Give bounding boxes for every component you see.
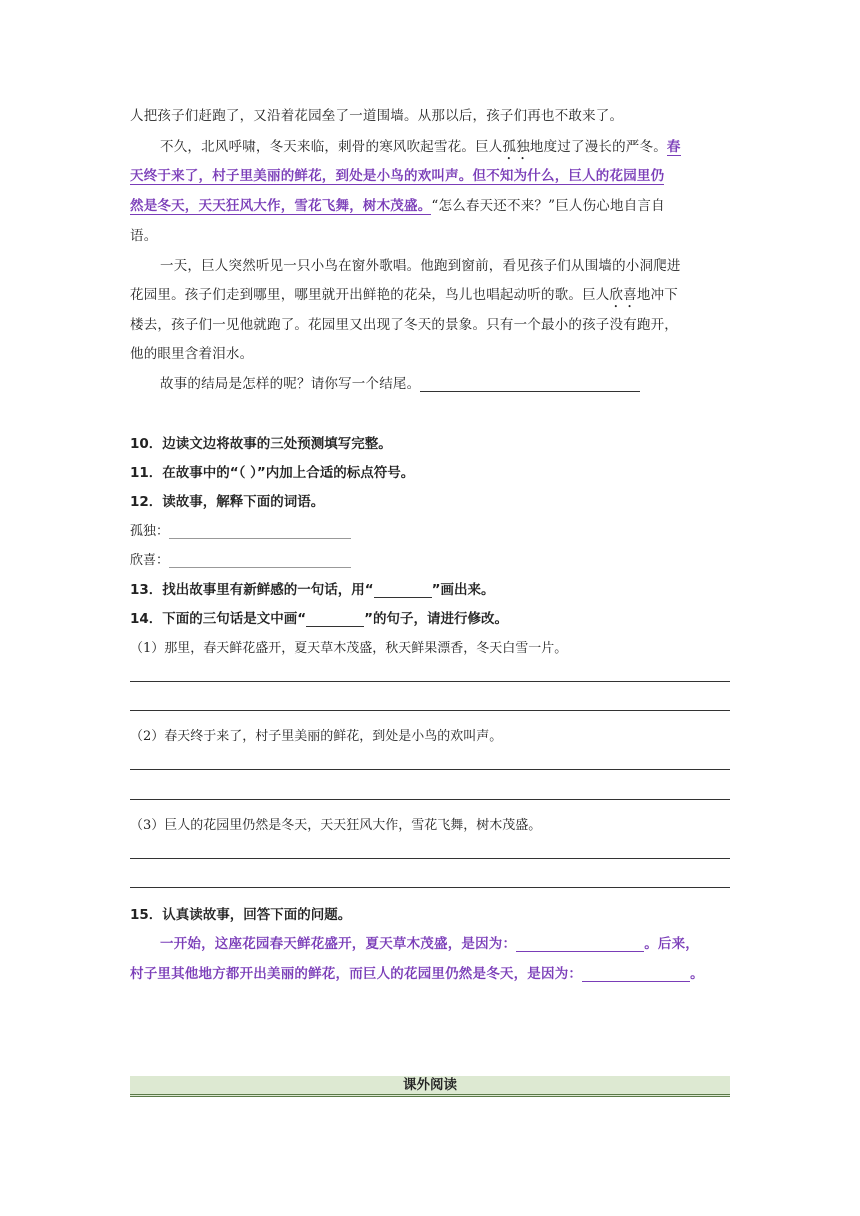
story-line-2: 天终于来了，村子里美丽的鲜花，到处是小鸟的欢叫声。但不知为什么，巨人的花园里仍 [130, 168, 665, 184]
story-line-3: 然是冬天，天天狂风大作，雪花飞舞，树木茂盛。“怎么春天还不来？”巨人伤心地自言自 [130, 198, 665, 214]
q15-blank-2[interactable] [582, 967, 690, 982]
question-15: 15．认真读故事，回答下面的问题。 [130, 907, 352, 923]
underline-sample [374, 584, 432, 598]
story-line-6: 花园里。孩子们走到哪里，哪里就开出鲜艳的花朵，鸟儿也唱起动听的歌。巨人欣喜地冲下 [130, 287, 679, 303]
story-ending-prompt: 故事的结局是怎样的呢？请你写一个结尾。 [160, 372, 640, 392]
sentence-2: （2）春天终于来了，村子里美丽的鲜花，到处是小鸟的欢叫声。 [130, 729, 503, 744]
answer-line-2a[interactable] [130, 769, 730, 770]
answer-line-3b[interactable] [130, 887, 730, 888]
gudu-answer-blank[interactable] [169, 524, 351, 539]
underline-sample-2 [306, 613, 364, 627]
question-11: 11．在故事中的“（ ）”内加上合适的标点符号。 [130, 465, 415, 481]
question-14: 14．下面的三句话是文中画“ ”的句子，请进行修改。 [130, 611, 509, 627]
story-line-1: 不久，北风呼啸，冬天来临，刺骨的寒风吹起雪花。巨人孤独地度过了漫长的严冬。春 [160, 139, 681, 155]
word-gudu-row: 孤独： [130, 520, 351, 539]
xinxi-answer-blank[interactable] [169, 553, 351, 568]
sentence-1: （1）那里，春天鲜花盛开，夏天草木茂盛，秋天鲜果漂香，冬天白雪一片。 [130, 641, 568, 656]
answer-line-3a[interactable] [130, 858, 730, 859]
story-line-7: 楼去，孩子们一见他就跑了。花园里又出现了冬天的景象。只有一个最小的孩子没有跑开， [130, 317, 678, 333]
question-10: 10．边读文边将故事的三处预测填写完整。 [130, 436, 392, 452]
story-line-5: 一天，巨人突然听见一只小鸟在窗外歌唱。他跑到窗前，看见孩子们从围墙的小洞爬进 [160, 258, 681, 274]
sentence-3: （3）巨人的花园里仍然是冬天，天天狂风大作，雪花飞舞，树木茂盛。 [130, 818, 542, 833]
question-12: 12．读故事，解释下面的词语。 [130, 494, 325, 510]
ending-answer-blank[interactable] [420, 377, 640, 392]
prediction-highlight: 春 [666, 139, 681, 155]
section-banner-extracurricular: 课外阅读 [130, 1076, 730, 1097]
story-line-8: 他的眼里含着泪水。 [130, 346, 254, 362]
question-13: 13．找出故事里有新鲜感的一句话，用“ ”画出来。 [130, 582, 495, 598]
word-xinxi-row: 欣喜： [130, 549, 351, 568]
story-line-0: 人把孩子们赶跑了，又沿着花园垒了一道围墙。从那以后，孩子们再也不敢来了。 [130, 108, 624, 124]
q15-line-2: 村子里其他地方都开出美丽的鲜花，而巨人的花园里仍然是冬天，是因为： 。 [130, 966, 704, 982]
answer-line-1b[interactable] [130, 710, 730, 711]
q15-blank-1[interactable] [516, 937, 644, 952]
q15-line-1: 一开始，这座花园春天鲜花盛开，夏天草木茂盛，是因为： 。后来， [160, 936, 700, 952]
answer-line-1a[interactable] [130, 681, 730, 682]
answer-line-2b[interactable] [130, 799, 730, 800]
story-line-4: 语。 [130, 228, 158, 244]
